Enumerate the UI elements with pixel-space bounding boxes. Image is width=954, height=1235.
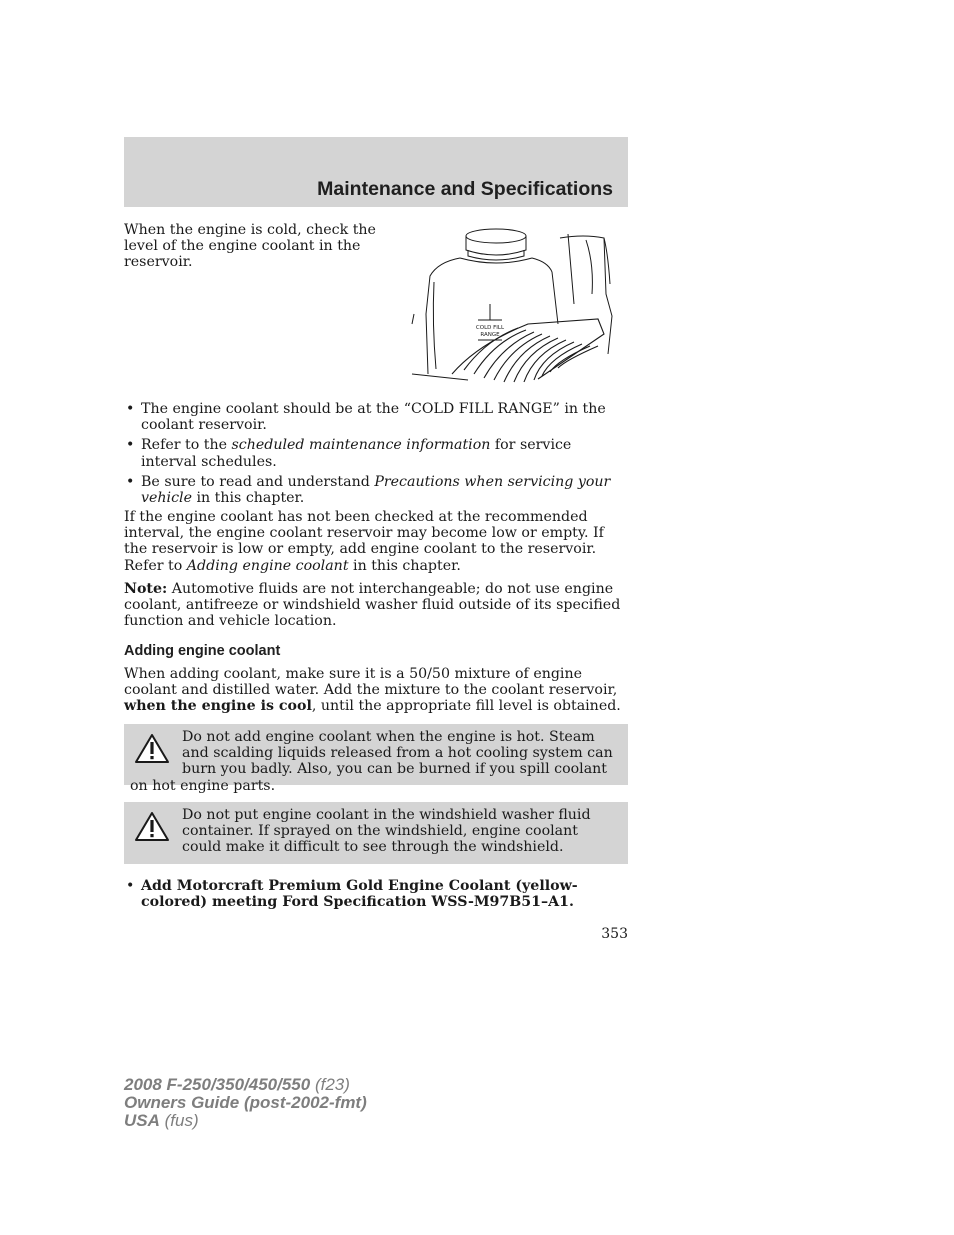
adding-coolant-reference: Adding engine coolant xyxy=(186,557,349,574)
coolant-bullets xyxy=(124,401,630,510)
cold-fill-label: COLD FILL xyxy=(475,325,505,331)
warning-text: Do not put engine coolant in the windshield washer fluid container. If sprayed on the windshield, engine coolant could make it difficult to see through the windshield. xyxy=(182,807,591,856)
check-paragraph: If the engine coolant has not been checked at the recommended interval, the engine coolant reservoir may become low or empty. If the reservoir is low or empty, add engine coolant to the reservoir. Refer to Adding engine coolant in this chapter. xyxy=(124,509,604,574)
coolant-reservoir-illustration xyxy=(408,224,620,384)
warning-triangle-icon xyxy=(134,811,170,843)
page-title: Maintenance and Specifications xyxy=(317,178,613,200)
warning-text: Do not add engine coolant when the engine is hot. Steam and scalding liquids released from a hot cooling system can burn you badly. Also, you can be burned if you spill coolant on hot engine parts. xyxy=(130,729,613,794)
page-number: 353 xyxy=(601,926,628,942)
intro-paragraph: When the engine is cold, check the level of the engine coolant in the reservoir. xyxy=(124,222,376,271)
list-item: • Add Motorcraft Premium Gold Engine Coolant (yellow-colored) meeting Ford Specification WSS-M97B51–A1. xyxy=(126,878,578,911)
list-item: • Be sure to read and understand Precautions when servicing your vehicle in this chapter. xyxy=(126,473,611,507)
warning-triangle-icon xyxy=(134,733,170,765)
note-label: Note: xyxy=(124,581,168,597)
range-label: RANGE xyxy=(480,332,500,338)
footer-region-line: USA (fus) xyxy=(124,1111,199,1130)
footer-model-line: 2008 F-250/350/450/550 (f23) xyxy=(124,1075,350,1094)
list-item: • Refer to the scheduled maintenance information for service interval schedules. xyxy=(126,437,572,470)
footer-guide-line: Owners Guide (post-2002-fmt) xyxy=(124,1093,367,1112)
section-heading: Adding engine coolant xyxy=(124,643,281,659)
adding-paragraph: When adding coolant, make sure it is a 50/50 mixture of engine coolant and distilled water. Add the mixture to the coolant reservoir, when the engine is cool, until the appropriate fill level is obtained. xyxy=(124,666,621,715)
precautions-reference: Precautions when servicing your vehicle xyxy=(141,473,611,507)
document-footer xyxy=(124,1076,367,1130)
coolant-spec-bullet xyxy=(124,878,630,914)
note-paragraph: Note: Automotive fluids are not interchangeable; do not use engine coolant, antifreeze or windshield washer fluid outside of its specified function and vehicle location. xyxy=(124,581,621,630)
list-item: • The engine coolant should be at the “COLD FILL RANGE” in the coolant reservoir. xyxy=(126,401,606,434)
maintenance-info-reference: scheduled maintenance information xyxy=(231,437,491,454)
warning-box-windshield xyxy=(124,802,628,864)
warning-box-hot-engine xyxy=(124,724,628,794)
header-band xyxy=(124,137,628,207)
